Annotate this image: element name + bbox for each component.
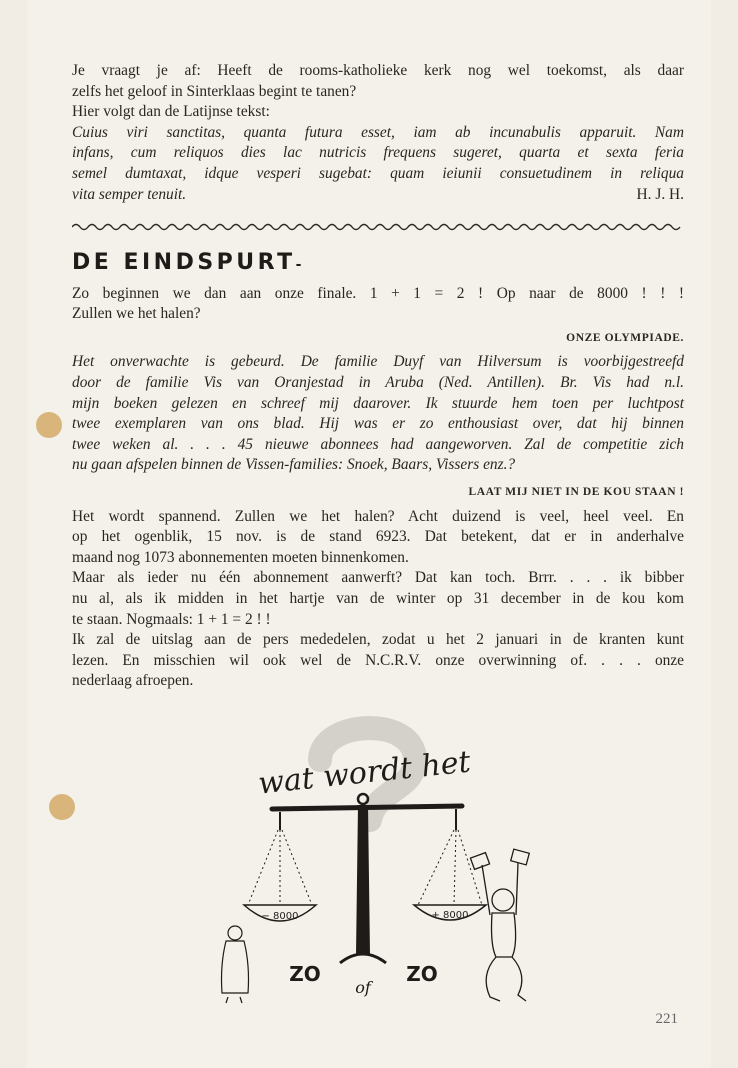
happy-figure-right bbox=[470, 849, 529, 1001]
page-number: 221 bbox=[655, 1011, 678, 1027]
olympiade-line-2: door de familie Vis van Oranjestad in Aruba (Ned. Antillen). Br. Vis had n.l. bbox=[72, 373, 684, 391]
binder-hole-top bbox=[36, 412, 62, 438]
olympiade-line-5: twee weken al. . . . 45 nieuwe abonnees had aangeworven. Zal de competitie zich bbox=[72, 435, 684, 453]
body-line-2: op het ogenblik, 15 nov. is de stand 6923. Dat betekent, dat er in anderhalve bbox=[72, 528, 684, 546]
opening-line-1: Zo beginnen we dan aan onze finale. 1 + 1 = 2 ! Op naar de 8000 ! ! ! bbox=[72, 284, 684, 302]
scale-base bbox=[340, 954, 386, 963]
intro-block bbox=[72, 61, 684, 205]
right-pan-group bbox=[414, 809, 486, 921]
latin-line-1: Cuius viri sanctitas, quanta futura esset, iam ab incunabulis apparuit. Nam bbox=[72, 123, 684, 141]
latin-line-4: vita semper tenuit. bbox=[72, 185, 187, 203]
signature: H. J. H. bbox=[636, 185, 684, 203]
latin-line-3: semel dumtaxat, idque vesperi sugebat: quam ieiunii consuetudinem in reliqua bbox=[72, 164, 684, 182]
body-line-1: Het wordt spannend. Zullen we het halen? Acht duizend is veel, heel veel. En bbox=[72, 507, 684, 525]
intro-line-1: Je vraagt je af: Heeft de rooms-katholieke kerk nog wel toekomst, als daar bbox=[72, 62, 684, 79]
latin-final-row bbox=[72, 185, 684, 206]
body-line-9: nederlaag afroepen. bbox=[72, 672, 194, 690]
olympiade-line-4: twee exemplaren van ons blad. Hij was er zo enthousiast over, dat hij binnen bbox=[72, 415, 684, 433]
sad-figure-left bbox=[222, 926, 249, 1003]
intro-line-2: zelfs het geloof in Sinterklaas begint te tanen? bbox=[72, 82, 357, 100]
body-line-3: maand nog 1073 abonnementen moeten binnenkomen. bbox=[72, 548, 409, 566]
right-pan-label: + 8000 bbox=[431, 910, 469, 921]
section-title bbox=[72, 250, 684, 276]
left-pan-group bbox=[244, 812, 316, 922]
script-title: wat wordt het bbox=[256, 744, 473, 802]
section-title-dash: - bbox=[295, 257, 305, 273]
of-label: of bbox=[355, 978, 371, 997]
opening-line-2: Zullen we het halen? bbox=[72, 305, 201, 323]
olympiade-line-3: mijn boeken gelezen en schreef mij daarover. Ik stuurde hem toen per luchtpost bbox=[72, 394, 684, 412]
wavy-divider bbox=[72, 221, 684, 233]
latin-line-2: infans, cum reliquos dies lac nutricis frequens sugeret, quarta et sexta feria bbox=[72, 144, 684, 162]
olympiade-line-6: nu gaan afspelen binnen de Vissen-families: Snoek, Baars, Vissers enz.? bbox=[72, 456, 516, 474]
zo-right: ZO bbox=[406, 962, 438, 986]
body-line-8: lezen. En misschien wil ook wel de N.C.R.V. onze overwinning of. . . . onze bbox=[72, 651, 684, 669]
intro-line-3: Hier volgt dan de Latijnse tekst: bbox=[72, 103, 270, 121]
zo-left: ZO bbox=[289, 962, 321, 986]
section-title-text: DE EINDSPURT bbox=[72, 250, 296, 275]
section-block bbox=[72, 250, 684, 692]
body-line-7: Ik zal de uitslag aan de pers mededelen, zodat u het 2 januari in de kranten kunt bbox=[72, 631, 684, 649]
olympiade-line-1: Het onverwachte is gebeurd. De familie Duyf van Hilversum is voorbijgestreefd bbox=[72, 353, 684, 371]
body-line-5: nu al, als ik midden in het hartje van de winter op 31 december in de kou kom bbox=[72, 589, 684, 607]
body-line-6: te staan. Nogmaals: 1 + 1 = 2 ! ! bbox=[72, 610, 271, 628]
body-line-4: Maar als ieder nu één abonnement aanwerft? Dat kan toch. Brrr. . . . ik bibber bbox=[72, 569, 684, 587]
subheading-olympiade: ONZE OLYMPIADE. bbox=[566, 331, 684, 344]
subheading-kou: LAAT MIJ NIET IN DE KOU STAAN ! bbox=[468, 485, 684, 498]
balance-illustration bbox=[200, 705, 540, 1010]
binder-hole-bottom bbox=[49, 794, 75, 820]
scale-post bbox=[356, 805, 370, 955]
left-pan-label: − 8000 bbox=[261, 911, 299, 922]
